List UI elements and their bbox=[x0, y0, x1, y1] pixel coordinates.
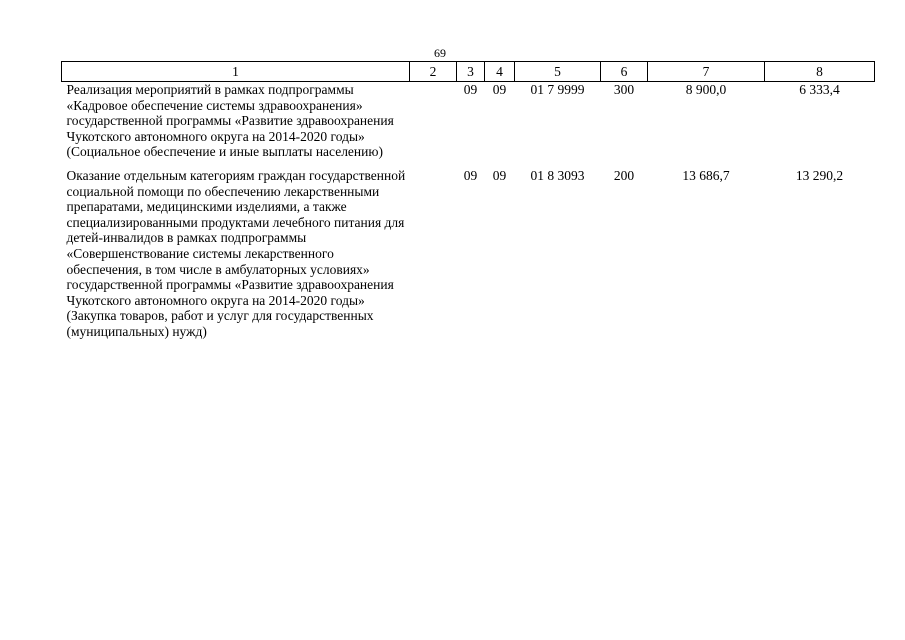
cell-target-article: 01 7 9999 bbox=[530, 82, 585, 97]
column-header: 4 bbox=[485, 62, 515, 82]
cell-amount-planned: 13 686,7 bbox=[682, 167, 730, 183]
cell-subsection: 09 bbox=[492, 167, 507, 183]
column-header: 5 bbox=[515, 62, 601, 82]
page-number: 69 bbox=[434, 46, 446, 60]
table-row bbox=[62, 160, 875, 340]
column-header: 3 bbox=[457, 62, 485, 82]
column-header: 7 bbox=[648, 62, 765, 82]
column-header: 6 bbox=[601, 62, 648, 82]
cell-section: 09 bbox=[463, 167, 478, 183]
cell-col2 bbox=[410, 160, 457, 340]
table-row bbox=[62, 82, 875, 160]
cell-amount-executed: 6 333,4 bbox=[799, 82, 840, 97]
cell-expense-type: 300 bbox=[613, 82, 635, 97]
column-header: 8 bbox=[765, 62, 875, 82]
column-header: 1 bbox=[62, 62, 410, 82]
cell-amount-executed: 13 290,2 bbox=[795, 167, 844, 183]
budget-table bbox=[61, 61, 875, 340]
cell-target-article: 01 8 3093 bbox=[530, 167, 585, 183]
header-row bbox=[62, 62, 875, 82]
cell-section: 09 bbox=[463, 82, 478, 97]
row-description: Реализация мероприятий в рамках подпрограммы «Кадровое обеспечение системы здравоохранения» государственной программы «Развитие здравоохранения Чукотского автономного округа на 2014-2020 годы» (Социальное обеспечение и иные выплаты населению) bbox=[66, 82, 394, 160]
cell-col2 bbox=[410, 82, 457, 160]
cell-expense-type: 200 bbox=[613, 167, 635, 183]
column-header: 2 bbox=[410, 62, 457, 82]
cell-amount-planned: 8 900,0 bbox=[685, 82, 727, 97]
row-description: Оказание отдельным категориям граждан государственной социальной помощи по обеспечению лекарственными препаратами, медицинскими изделиями, а также специализированными продуктами лечебного питания для детей-инвалидов в рамках подпрограммы «Совершенствование системы лекарственного обеспечения, в том числе в амбулаторных условиях» государственной программы «Развитие здравоохранения Чукотского автономного округа на 2014-2020 годы» (Закупка товаров, работ и услуг для государственных (муниципальных) нужд) bbox=[66, 167, 406, 339]
cell-subsection: 09 bbox=[492, 82, 507, 97]
